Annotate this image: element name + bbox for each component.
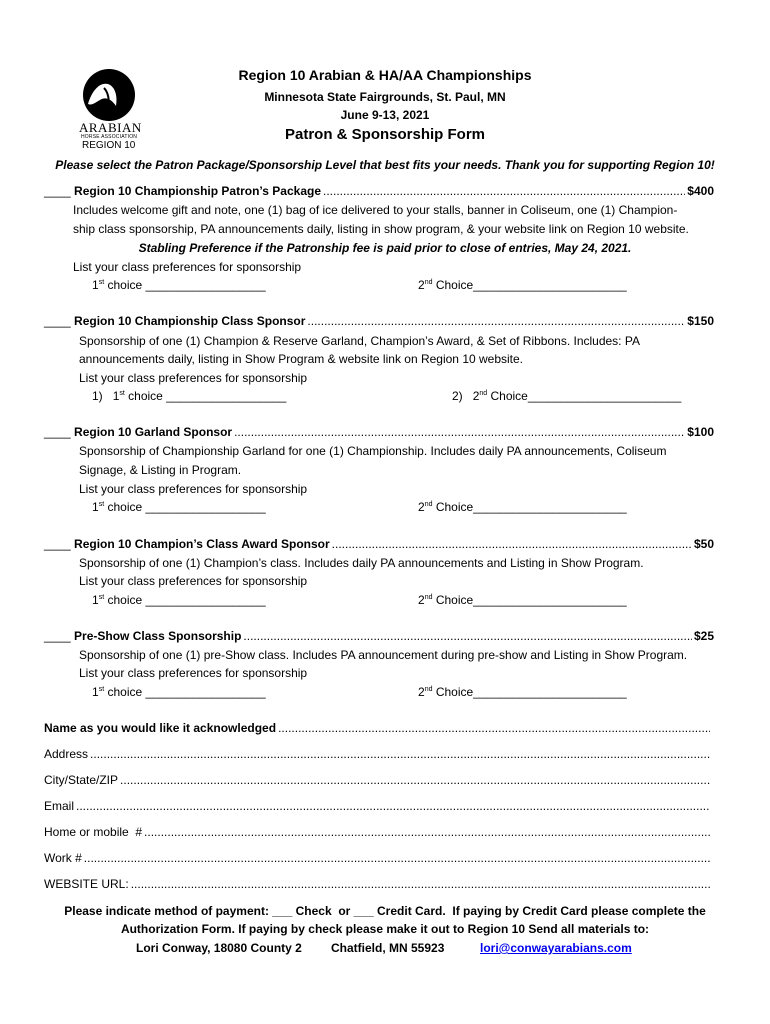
package-price: $25 [693, 629, 714, 643]
package-blank[interactable]: ____ [44, 425, 71, 439]
event-location: Minnesota State Fairgrounds, St. Paul, MN [264, 90, 506, 104]
package-price: $400 [687, 184, 714, 198]
package-class-sponsor [44, 314, 714, 328]
work-phone-field[interactable] [44, 851, 712, 865]
package-award-sponsor [44, 537, 714, 551]
package-price: $100 [687, 425, 714, 439]
package-price: $150 [687, 314, 714, 328]
package-preshow-sponsor [44, 629, 714, 643]
first-choice-field[interactable]: 1st choice __________________ [92, 593, 266, 607]
city-state-zip-field[interactable] [44, 773, 712, 787]
first-choice-field[interactable]: 1st choice __________________ [92, 278, 266, 292]
field-label: Work # [44, 851, 82, 865]
package-name: Region 10 Championship Patron’s Package [74, 184, 321, 198]
first-choice-field[interactable]: 1st choice __________________ [92, 685, 266, 699]
package-desc-line: Sponsorship of one (1) Champion’s class. Includes daily PA announcements and Listing in Show Program. [79, 556, 644, 570]
field-label: Name as you would like it acknowledged [44, 721, 277, 735]
second-choice-field[interactable]: 2) 2nd Choice_______________________ [452, 389, 682, 403]
package-blank[interactable]: ____ [44, 314, 71, 328]
package-desc-line: Sponsorship of Championship Garland for one (1) Championship. Includes daily PA announcements, Coliseum [79, 444, 667, 458]
field-label: Address [44, 747, 89, 761]
package-name: Pre-Show Class Sponsorship [74, 629, 242, 643]
form-title: Patron & Sponsorship Form [284, 126, 485, 143]
pref-label: List your class preferences for sponsorship [79, 574, 308, 588]
package-desc-line: announcements daily, listing in Show Program & website link on Region 10 website. [79, 352, 524, 366]
field-label: Email [44, 799, 75, 813]
contact-city: Chatfield, MN 55923 [331, 941, 445, 955]
second-choice-field[interactable]: 2nd Choice_______________________ [418, 593, 627, 607]
package-name: Region 10 Garland Sponsor [74, 425, 233, 439]
second-choice-field[interactable]: 2nd Choice_______________________ [418, 500, 627, 514]
pref-label: List your class preferences for sponsorship [79, 482, 308, 496]
event-title: Region 10 Arabian & HA/AA Championships [238, 67, 532, 83]
event-dates: June 9-13, 2021 [340, 108, 430, 122]
package-desc-line: Sponsorship of one (1) pre-Show class. Includes PA announcement during pre-show and Listing in Show Program. [79, 648, 688, 662]
package-desc-line: Sponsorship of one (1) Champion & Reserve Garland, Champion’s Award, & Set of Ribbons. Includes: PA [79, 334, 640, 348]
address-field[interactable] [44, 747, 712, 761]
email-field[interactable] [44, 799, 712, 813]
first-choice-field[interactable]: 1) 1st choice __________________ [92, 389, 287, 403]
second-choice-field[interactable]: 2nd Choice_______________________ [418, 278, 627, 292]
pref-label: List your class preferences for sponsorship [73, 260, 302, 274]
logo-text-region: REGION 10 [82, 140, 136, 151]
contact-address: Lori Conway, 18080 County 2 [136, 941, 302, 955]
second-choice-field[interactable]: 2nd Choice_______________________ [418, 685, 627, 699]
pref-label: List your class preferences for sponsorship [79, 371, 308, 385]
contact-email-link[interactable]: lori@conwayarabians.com [480, 941, 632, 955]
website-url-field[interactable] [44, 877, 712, 891]
logo-text-association: HORSE ASSOCIATION [81, 134, 138, 140]
package-patron [44, 184, 714, 198]
payment-instructions-line1: Please indicate method of payment: ___ Check or ___ Credit Card. If paying by Credit Card please complete the [64, 904, 706, 918]
logo-text-arabian: ARABIAN [79, 120, 142, 135]
field-label: WEBSITE URL: [44, 877, 129, 891]
package-garland-sponsor [44, 425, 714, 439]
package-desc-line: Signage, & Listing in Program. [79, 463, 242, 477]
package-blank[interactable]: ____ [44, 629, 71, 643]
phone-field[interactable] [44, 825, 712, 839]
package-blank[interactable]: ____ [44, 184, 71, 198]
field-label: Home or mobile # [44, 825, 143, 839]
package-name: Region 10 Championship Class Sponsor [74, 314, 306, 328]
acknowledged-name-field[interactable] [44, 721, 712, 735]
package-desc-line: ship class sponsorship, PA announcements daily, listing in show program, & your website link on Region 10 website. [73, 222, 689, 236]
field-label: City/State/ZIP [44, 773, 119, 787]
intro-text: Please select the Patron Package/Sponsorship Level that best fits your needs. Thank you for supporting Region 10! [55, 158, 715, 172]
payment-instructions-line2: Authorization Form. If paying by check please make it out to Region 10 Send all materials to: [120, 922, 650, 936]
package-price: $50 [693, 537, 714, 551]
stabling-note: Stabling Preference if the Patronship fee is paid prior to close of entries, May 24, 2021. [138, 241, 632, 255]
pref-label: List your class preferences for sponsorship [79, 666, 308, 680]
first-choice-field[interactable]: 1st choice __________________ [92, 500, 266, 514]
package-blank[interactable]: ____ [44, 537, 71, 551]
package-desc-line: Includes welcome gift and note, one (1) bag of ice delivered to your stalls, banner in Coliseum, one (1) Champion- [73, 203, 678, 217]
package-name: Region 10 Champion’s Class Award Sponsor [74, 537, 330, 551]
